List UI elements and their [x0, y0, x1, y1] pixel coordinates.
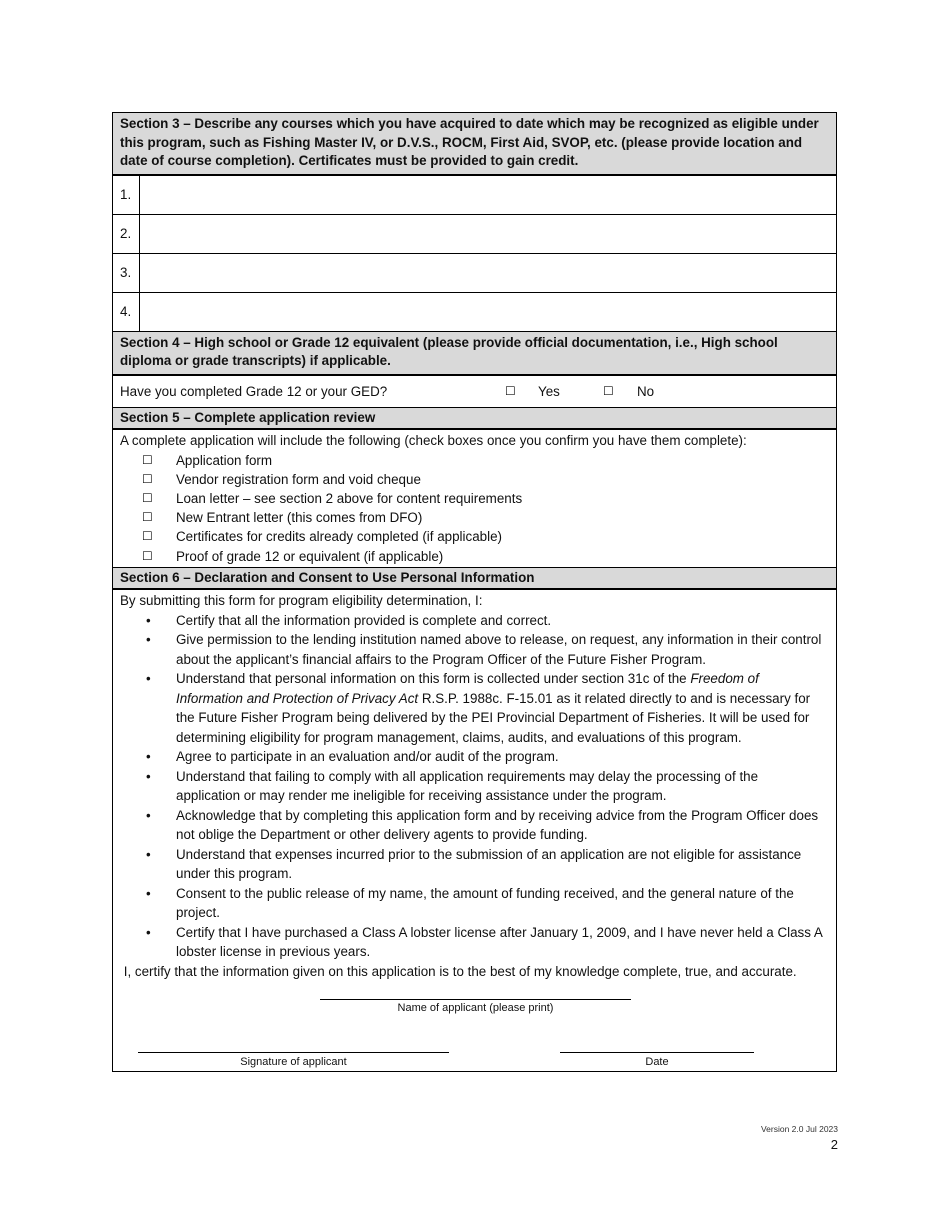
course-row-number: 2.	[113, 215, 140, 253]
section-5-heading: Section 5 – Complete application review	[113, 408, 836, 431]
course-row-2	[113, 215, 836, 254]
checklist-item	[120, 489, 829, 508]
section-4-heading: Section 4 – High school or Grade 12 equivalent (please provide official documentation, i.e., High school diploma or grade transcripts) if applicable.	[113, 332, 836, 376]
course-entry-field[interactable]	[140, 215, 836, 253]
section-6-intro: By submitting this form for program eligibility determination, I:	[120, 593, 483, 609]
section-5-intro: A complete application will include the following (check boxes once you confirm you have them complete):	[120, 433, 747, 448]
section-5-body	[113, 430, 836, 568]
certification-statement: I, certify that the information given on this application is to the best of my knowledge complete, true, and accurate.	[120, 963, 797, 979]
declaration-item	[120, 845, 829, 884]
declaration-text: Certify that I have purchased a Class A lobster license after January 1, 2009, and I have never held a Class A lobster license in previous years.	[176, 924, 823, 960]
course-row-1	[113, 176, 836, 215]
bullet-icon: •	[146, 846, 151, 862]
bullet-icon: •	[146, 885, 151, 901]
checklist-item-label: Proof of grade 12 or equivalent (if applicable)	[176, 548, 444, 564]
checklist-item	[120, 508, 829, 527]
checklist-item	[120, 527, 829, 546]
no-label: No	[637, 383, 655, 399]
bullet-icon: •	[146, 749, 151, 765]
bullet-icon: •	[146, 671, 151, 687]
declaration-text: Acknowledge that by completing this application form and by receiving advice from the Program Officer does not oblige the Department or other delivery agents to provide funding.	[176, 807, 819, 843]
signature-label: Signature of applicant	[240, 1056, 347, 1069]
application-form-page	[112, 112, 837, 1072]
section-6-body	[113, 590, 836, 983]
name-line[interactable]	[320, 999, 631, 1000]
grade-12-question-row	[113, 376, 836, 408]
course-row-4	[113, 293, 836, 332]
version-text: Version 2.0 Jul 2023	[760, 1124, 838, 1134]
checklist-item-label: New Entrant letter (this comes from DFO)	[176, 510, 423, 526]
declaration-text: Consent to the public release of my name, the amount of funding received, and the general nature of the project.	[176, 885, 794, 921]
bullet-icon: •	[146, 612, 151, 628]
checklist-item	[120, 451, 829, 470]
yes-checkbox[interactable]: ☐	[505, 384, 516, 398]
checklist-item-label: Certificates for credits already completed (if applicable)	[176, 529, 502, 545]
checklist-item-label: Vendor registration form and void cheque	[176, 471, 421, 487]
declaration-text: Agree to participate in an evaluation and/or audit of the program.	[176, 749, 559, 765]
checklist-checkbox[interactable]: ☐	[142, 471, 153, 486]
declaration-item	[120, 630, 829, 669]
checklist-item	[120, 547, 829, 566]
application-checklist	[120, 451, 829, 566]
course-entry-field[interactable]	[140, 254, 836, 292]
declaration-item	[120, 923, 829, 962]
course-row-number: 1.	[113, 176, 140, 214]
declaration-item	[120, 884, 829, 923]
declaration-text: Understand that failing to comply with all application requirements may delay the processing of the application or may render me ineligible for receiving assistance under the program.	[176, 768, 759, 804]
bullet-icon: •	[146, 807, 151, 823]
course-entry-field[interactable]	[140, 176, 836, 214]
checklist-checkbox[interactable]: ☐	[142, 529, 153, 544]
declaration-item	[120, 669, 829, 747]
course-row-3	[113, 254, 836, 293]
bullet-icon: •	[146, 632, 151, 648]
declaration-item	[120, 767, 829, 806]
name-label: Name of applicant (please print)	[397, 1002, 554, 1015]
date-line[interactable]	[560, 1052, 754, 1053]
course-row-number: 3.	[113, 254, 140, 292]
bullet-icon: •	[146, 768, 151, 784]
checklist-checkbox[interactable]: ☐	[142, 490, 153, 505]
page-number: 2	[830, 1137, 838, 1152]
checklist-checkbox[interactable]: ☐	[142, 548, 153, 563]
signature-line[interactable]	[138, 1052, 449, 1053]
declaration-item	[120, 747, 829, 767]
course-entry-field[interactable]	[140, 293, 836, 331]
declaration-item	[120, 611, 829, 631]
section-6-heading: Section 6 – Declaration and Consent to Use Personal Information	[113, 568, 836, 591]
section-3-heading: Section 3 – Describe any courses which you have acquired to date which may be recognized as eligible under this program, such as Fishing Master IV, or D.V.S., ROCM, First Aid, SVOP, etc. (please provide location and date of course completion). Certificates must be provided to gain credit.	[113, 113, 836, 176]
yes-label: Yes	[538, 383, 560, 399]
declaration-item	[120, 806, 829, 845]
declaration-text: Understand that expenses incurred prior to the submission of an application are not eligible for assistance under this program.	[176, 846, 802, 882]
foip-act-name: Freedom of Information and Protection of Privacy Act	[176, 671, 759, 706]
checklist-item-label: Application form	[176, 452, 273, 468]
declaration-text: Certify that all the information provided is complete and correct.	[176, 612, 552, 628]
declaration-text: Give permission to the lending institution named above to release, on request, any information in their control about the applicant’s financial affairs to the Program Officer of the Future Fisher Program.	[176, 632, 822, 667]
bullet-icon: •	[146, 924, 151, 940]
declaration-list	[120, 611, 829, 962]
date-label: Date	[645, 1056, 669, 1069]
checklist-checkbox[interactable]: ☐	[142, 452, 153, 467]
declaration-text-foip: Understand that personal information on this form is collected under section 31c of the Freedom of Information and Protection of Privacy Act R.S.P. 1988c. F-15.01 as it related directly to and is necessary for the Future Fisher Program being delivered by the PEI Provincial Department of Fisheries. It will be used for determining eligibility for program management, claims, audits, and evaluations of this program.	[176, 671, 811, 745]
grade-12-question: Have you completed Grade 12 or your GED?	[120, 383, 388, 399]
no-checkbox[interactable]: ☐	[603, 384, 614, 398]
course-row-number: 4.	[113, 293, 140, 331]
checklist-item-label: Loan letter – see section 2 above for content requirements	[176, 490, 523, 506]
signature-area	[113, 983, 836, 1071]
checklist-item	[120, 470, 829, 489]
checklist-checkbox[interactable]: ☐	[142, 510, 153, 525]
